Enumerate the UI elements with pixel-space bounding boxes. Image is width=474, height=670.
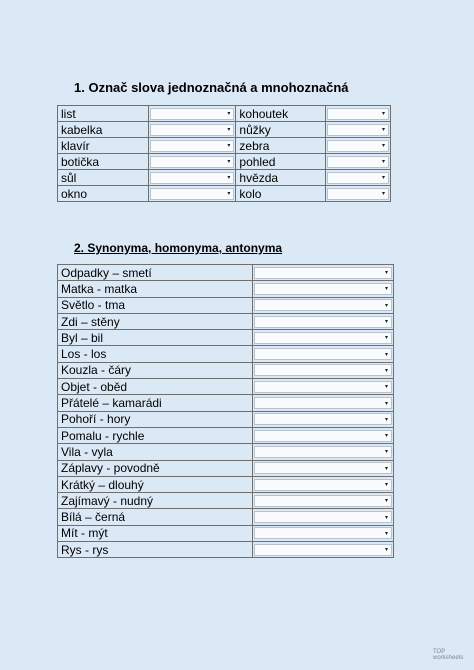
word-label: Světlo - tma	[58, 297, 253, 313]
chevron-down-icon: ▾	[381, 143, 385, 149]
answer-cell	[326, 122, 391, 138]
word-label: Objet - oběd	[58, 379, 253, 395]
answer-cell	[252, 281, 393, 297]
answer-dropdown[interactable]	[254, 527, 392, 539]
answer-cell	[252, 379, 393, 395]
table-row	[58, 265, 394, 281]
answer-dropdown[interactable]	[327, 124, 389, 136]
answer-dropdown[interactable]	[327, 140, 389, 152]
answer-dropdown[interactable]	[327, 188, 389, 200]
chevron-down-icon: ▾	[384, 335, 388, 342]
answer-cell	[326, 106, 391, 122]
answer-cell	[326, 154, 391, 170]
table-row	[58, 411, 394, 427]
answer-cell	[252, 509, 393, 525]
answer-cell	[252, 476, 393, 492]
word-label: zebra	[236, 138, 326, 154]
table-row	[58, 460, 394, 476]
answer-dropdown[interactable]	[254, 316, 392, 328]
table-row	[58, 542, 394, 558]
chevron-down-icon: ▾	[384, 351, 388, 358]
answer-cell	[252, 525, 393, 541]
table-row	[58, 297, 394, 313]
answer-cell	[252, 313, 393, 329]
section2-table	[57, 264, 394, 558]
answer-cell	[252, 460, 393, 476]
word-label: Byl – bil	[58, 330, 253, 346]
answer-dropdown[interactable]	[150, 156, 235, 168]
word-label: Los - los	[58, 346, 253, 362]
table-row	[58, 186, 391, 202]
word-label: klavír	[58, 138, 149, 154]
chevron-down-icon: ▾	[381, 191, 385, 197]
answer-dropdown[interactable]	[254, 495, 392, 507]
word-label: Bílá – černá	[58, 509, 253, 525]
answer-cell	[326, 138, 391, 154]
answer-dropdown[interactable]	[327, 156, 389, 168]
answer-dropdown[interactable]	[254, 283, 392, 295]
word-label: Přátelé – kamarádi	[58, 395, 253, 411]
word-label: Zdi – stěny	[58, 313, 253, 329]
answer-dropdown[interactable]	[254, 299, 392, 311]
chevron-down-icon: ▾	[384, 433, 388, 440]
section1-table	[57, 105, 391, 202]
answer-cell	[326, 170, 391, 186]
chevron-down-icon: ▾	[381, 111, 385, 117]
chevron-down-icon: ▾	[384, 400, 388, 407]
table-row	[58, 395, 394, 411]
answer-cell	[252, 411, 393, 427]
answer-dropdown[interactable]	[254, 381, 392, 393]
word-label: nůžky	[236, 122, 326, 138]
word-label: Rys - rys	[58, 542, 253, 558]
answer-dropdown[interactable]	[327, 172, 389, 184]
answer-cell	[252, 330, 393, 346]
answer-dropdown[interactable]	[254, 479, 392, 491]
chevron-down-icon: ▾	[227, 143, 231, 149]
answer-cell	[148, 138, 236, 154]
answer-cell	[148, 186, 236, 202]
word-label: Pohoří - hory	[58, 411, 253, 427]
word-label: Odpadky – smetí	[58, 265, 253, 281]
chevron-down-icon: ▾	[384, 514, 388, 521]
chevron-down-icon: ▾	[227, 159, 231, 165]
answer-dropdown[interactable]	[254, 446, 392, 458]
answer-cell	[252, 346, 393, 362]
word-label: Krátký – dlouhý	[58, 476, 253, 492]
answer-cell	[252, 427, 393, 443]
answer-cell	[148, 122, 236, 138]
table-row	[58, 346, 394, 362]
answer-dropdown[interactable]	[150, 140, 235, 152]
chevron-down-icon: ▾	[384, 465, 388, 472]
table-row	[58, 330, 394, 346]
word-label: kabelka	[58, 122, 149, 138]
word-label: okno	[58, 186, 149, 202]
chevron-down-icon: ▾	[384, 416, 388, 423]
answer-dropdown[interactable]	[327, 108, 389, 120]
answer-cell	[148, 106, 236, 122]
table-row	[58, 525, 394, 541]
word-label: Mít - mýt	[58, 525, 253, 541]
chevron-down-icon: ▾	[384, 498, 388, 505]
word-label: list	[58, 106, 149, 122]
chevron-down-icon: ▾	[384, 449, 388, 456]
chevron-down-icon: ▾	[227, 127, 231, 133]
word-label: hvězda	[236, 170, 326, 186]
answer-dropdown[interactable]	[254, 397, 392, 409]
answer-dropdown[interactable]	[254, 332, 392, 344]
top-worksheets-logo: TOP worksheets	[433, 649, 464, 661]
table-row	[58, 379, 394, 395]
table-row	[58, 362, 394, 378]
answer-cell	[148, 154, 236, 170]
chevron-down-icon: ▾	[384, 270, 388, 277]
chevron-down-icon: ▾	[227, 175, 231, 181]
answer-dropdown[interactable]	[150, 188, 235, 200]
section1-title: 1. Označ slova jednoznačná a mnohoznačná	[74, 80, 349, 95]
answer-dropdown[interactable]	[254, 348, 392, 360]
answer-cell	[252, 542, 393, 558]
word-label: Matka - matka	[58, 281, 253, 297]
answer-cell	[148, 170, 236, 186]
word-label: Kouzla - čáry	[58, 362, 253, 378]
table-row	[58, 313, 394, 329]
table-row	[58, 427, 394, 443]
answer-cell	[326, 186, 391, 202]
word-label: botička	[58, 154, 149, 170]
chevron-down-icon: ▾	[227, 111, 231, 117]
word-label: Pomalu - rychle	[58, 427, 253, 443]
chevron-down-icon: ▾	[384, 530, 388, 537]
answer-dropdown[interactable]	[254, 364, 392, 376]
word-label: pohled	[236, 154, 326, 170]
word-label: Vila - vyla	[58, 444, 253, 460]
section2-title: 2. Synonyma, homonyma, antonyma	[74, 241, 283, 255]
answer-cell	[252, 493, 393, 509]
chevron-down-icon: ▾	[384, 367, 388, 374]
chevron-down-icon: ▾	[227, 191, 231, 197]
chevron-down-icon: ▾	[381, 175, 385, 181]
word-label: sůl	[58, 170, 149, 186]
answer-dropdown[interactable]	[150, 172, 235, 184]
answer-dropdown[interactable]	[150, 124, 235, 136]
table-row	[58, 281, 394, 297]
answer-dropdown[interactable]	[150, 108, 235, 120]
answer-cell	[252, 362, 393, 378]
answer-dropdown[interactable]	[254, 430, 392, 442]
table-row	[58, 106, 391, 122]
chevron-down-icon: ▾	[384, 482, 388, 488]
word-label: kohoutek	[236, 106, 326, 122]
answer-cell	[252, 265, 393, 281]
table-row	[58, 493, 394, 509]
table-row	[58, 476, 394, 492]
table-row	[58, 444, 394, 460]
chevron-down-icon: ▾	[384, 384, 388, 391]
chevron-down-icon: ▾	[381, 127, 385, 133]
chevron-down-icon: ▾	[384, 286, 388, 293]
answer-dropdown[interactable]	[254, 413, 392, 425]
table-row	[58, 122, 391, 138]
word-label: Zajímavý - nudný	[58, 493, 253, 509]
answer-dropdown[interactable]	[254, 462, 392, 474]
word-label: Záplavy - povodně	[58, 460, 253, 476]
chevron-down-icon: ▾	[384, 319, 388, 326]
answer-dropdown[interactable]	[254, 511, 392, 523]
answer-dropdown[interactable]	[254, 544, 392, 556]
chevron-down-icon: ▾	[381, 159, 385, 165]
answer-dropdown[interactable]	[254, 267, 392, 279]
table-row	[58, 509, 394, 525]
chevron-down-icon: ▾	[384, 547, 388, 554]
word-label: kolo	[236, 186, 326, 202]
table-row	[58, 170, 391, 186]
chevron-down-icon: ▾	[384, 302, 388, 309]
answer-cell	[252, 444, 393, 460]
answer-cell	[252, 297, 393, 313]
answer-cell	[252, 395, 393, 411]
table-row	[58, 138, 391, 154]
table-row	[58, 154, 391, 170]
